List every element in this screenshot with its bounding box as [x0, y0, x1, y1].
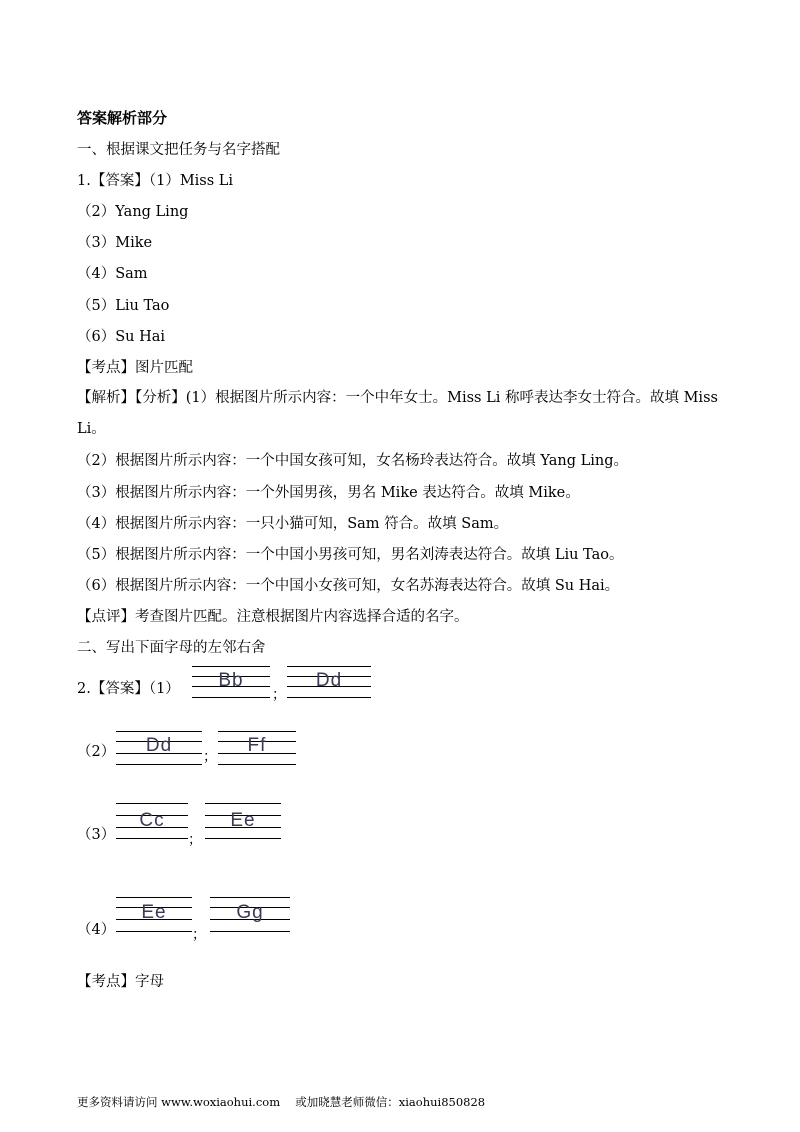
- staff-4-right-letters: Gg: [236, 902, 264, 923]
- staff-1-left-letters: Bb: [218, 670, 244, 691]
- q1-analysis-6: （6）根据图片所示内容：一个中国小女孩可知，女名苏海表达符合。故填 Su Hai。: [77, 578, 620, 594]
- q1-analysis-5: （5）根据图片所示内容：一个中国小男孩可知，男名刘涛表达符合。故填 Liu Tao。: [77, 547, 624, 563]
- q1-answer-2: （2）Yang Ling: [77, 204, 189, 220]
- separator: ；: [272, 687, 286, 703]
- staff-3-left-letters: Cc: [139, 810, 165, 831]
- staff-2-left: [116, 731, 202, 765]
- q1-kaodian: 【考点】图片匹配: [77, 360, 193, 376]
- staff-4-left-letters: Ee: [141, 902, 167, 923]
- q1-answer-1: （1）Miss Li: [148, 173, 234, 189]
- staff-2-left-letters: Dd: [145, 735, 173, 756]
- q1-jiexi-1: 【解析】【分析】(1）根据图片所示内容：一个中年女士。Miss Li 称呼表达李女士符合。故填 Miss Li。: [77, 390, 718, 437]
- q2-kaodian: 【考点】字母: [77, 974, 164, 990]
- separator: ；: [203, 749, 217, 765]
- staff-1-right-letters: Dd: [315, 670, 343, 691]
- section-2-title: 二、写出下面字母的左邻右舍: [77, 640, 266, 656]
- q1-analysis-4: （4）根据图片所示内容：一只小猫可知，Sam 符合。故填 Sam。: [77, 516, 509, 532]
- q2-label-2: （2）: [77, 744, 116, 760]
- q1-prefix: 1.【答案】: [77, 173, 149, 189]
- q1-answer-3: （3）Mike: [77, 235, 153, 251]
- q2-prefix: 2.【答案】（1）: [77, 681, 180, 697]
- staff-4-right: [210, 897, 290, 933]
- staff-2-right-letters: Ff: [247, 735, 267, 756]
- q1-answer-4: （4）Sam: [77, 266, 148, 282]
- q1-dianping: 【点评】考查图片匹配。注意根据图片内容选择合适的名字。: [77, 609, 469, 625]
- q1-answer-line: [77, 171, 233, 191]
- staff-1-left: [192, 666, 270, 700]
- staff-3-right-letters: Ee: [230, 810, 256, 831]
- page-heading: 答案解析部分: [77, 109, 168, 127]
- separator: ；: [192, 927, 206, 943]
- staff-3-right: [205, 803, 281, 839]
- q1-analysis-3: （3）根据图片所示内容：一个外国男孩，男名 Mike 表达符合。故填 Mike。: [77, 485, 580, 501]
- q2-label-3: （3）: [77, 827, 116, 843]
- staff-3-left: [116, 803, 188, 839]
- staff-1-right: [287, 666, 371, 700]
- staff-2-right: [218, 731, 296, 765]
- separator: ；: [188, 832, 202, 848]
- q1-answer-6: （6）Su Hai: [77, 329, 166, 345]
- q1-analysis-2: （2）根据图片所示内容：一个中国女孩可知，女名杨玲表达符合。故填 Yang Ling。: [77, 453, 629, 469]
- staff-4-left: [116, 897, 192, 933]
- q2-label-4: （4）: [77, 922, 116, 938]
- section-1-title: 一、根据课文把任务与名字搭配: [77, 142, 280, 158]
- q1-answer-5: （5）Liu Tao: [77, 298, 170, 314]
- page-footer: 更多资料请访问 www.woxiaohui.com 或加晓慧老师微信：xiaohui850828: [77, 1095, 486, 1109]
